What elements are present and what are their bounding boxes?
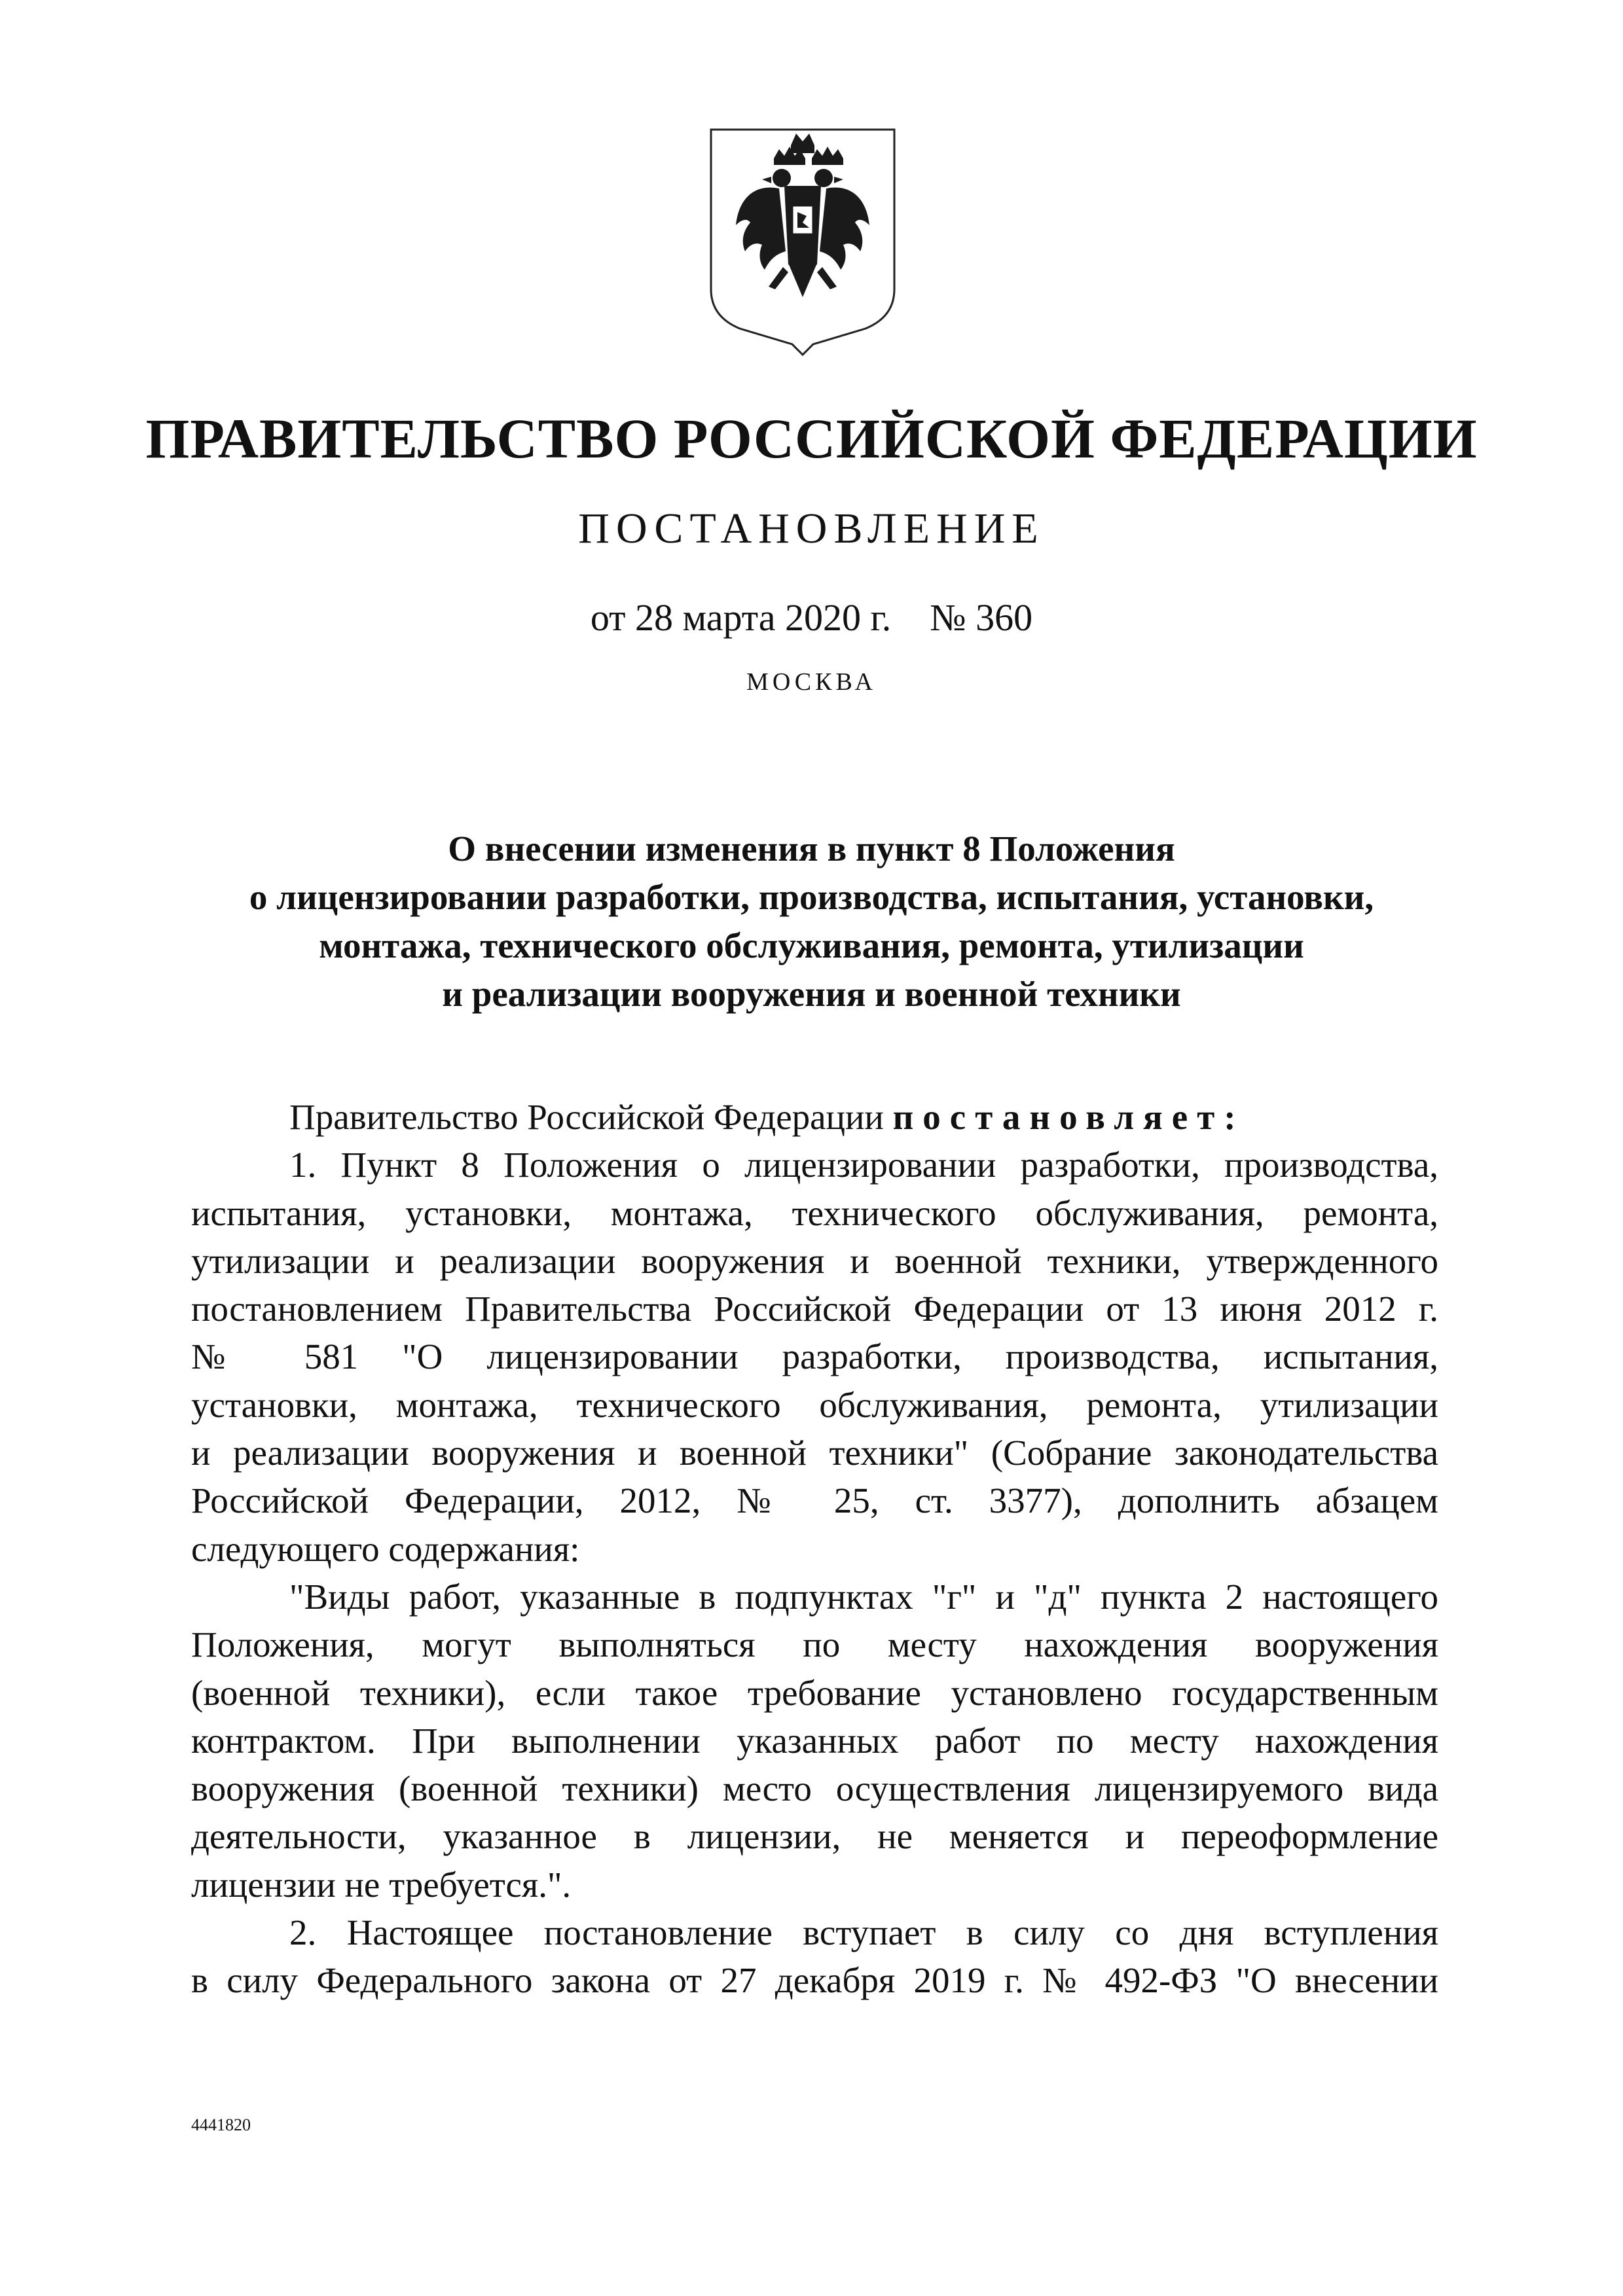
paragraph-1-line: постановлением Правительства Российской Федерации от 13 июня 2012 г. [191, 1289, 1438, 1329]
paragraph-1-line: следующего содержания: [191, 1528, 580, 1569]
footer-code: 4441820 [191, 2115, 251, 2134]
paragraph-1-line: и реализации вооружения и военной техники" (Собрание законодательства [191, 1433, 1438, 1473]
paragraph-1-line: установки, монтажа, технического обслуживания, ремонта, утилизации [191, 1384, 1438, 1425]
quote-line: лицензии не требуется.". [191, 1864, 572, 1905]
document-heading [0, 825, 1623, 1018]
heading-line: и реализации вооружения и военной техники [442, 974, 1181, 1014]
quote-line: "Виды работ, указанные в подпунктах "г" и "д" пункта 2 настоящего [289, 1576, 1438, 1617]
paragraph-1-line: утилизации и реализации вооружения и военной техники, утвержденного [191, 1240, 1438, 1281]
date-number-line [0, 596, 1623, 639]
heading-line: О внесении изменения в пункт 8 Положения [448, 829, 1175, 869]
quote-line: вооружения (военной техники) место осуществления лицензируемого вида [191, 1768, 1438, 1809]
intro-paragraph [191, 1093, 1438, 1141]
quote-line: деятельности, указанное в лицензии, не меняется и переоформление [191, 1816, 1438, 1857]
heading-line: о лицензировании разработки, производства, испытания, установки, [249, 877, 1374, 917]
government-title: ПРАВИТЕЛЬСТВО РОССИЙСКОЙ ФЕДЕРАЦИИ [145, 407, 1478, 470]
document-type: ПОСТАНОВЛЕНИЕ [578, 505, 1045, 552]
paragraph-1-line: испытания, установки, монтажа, технического обслуживания, ремонта, [191, 1193, 1438, 1233]
quote-line: (военной техники), если такое требование установлено государственным [191, 1672, 1438, 1713]
heading-line: монтажа, технического обслуживания, ремонта, утилизации [319, 925, 1304, 965]
paragraph-2-line: в силу Федерального закона от 27 декабря 2019 г. № 492-ФЗ "О внесении [191, 1960, 1438, 2001]
document-date: от 28 марта 2020 г. [590, 596, 892, 639]
document-number: № 360 [930, 596, 1033, 639]
paragraph-2-line: 2. Настоящее постановление вступает в силу со дня вступления [289, 1912, 1438, 1953]
intro-prefix: Правительство Российской Федерации [289, 1097, 884, 1137]
quote-line: контрактом. При выполнении указанных работ по месту нахождения [191, 1720, 1438, 1761]
document-body [191, 1093, 1438, 2005]
quote-line: Положения, могут выполняться по месту нахождения вооружения [191, 1624, 1438, 1665]
paragraph-1-line: 1. Пункт 8 Положения о лицензировании разработки, производства, [289, 1145, 1438, 1185]
paragraph-1-line: № 581 "О лицензировании разработки, производства, испытания, [191, 1336, 1438, 1377]
paragraph-1-line: Российской Федерации, 2012, № 25, ст. 3377), дополнить абзацем [191, 1480, 1438, 1521]
city: МОСКВА [746, 668, 877, 696]
coat-of-arms-icon [702, 120, 903, 359]
intro-verb: постановляет: [892, 1097, 1245, 1137]
